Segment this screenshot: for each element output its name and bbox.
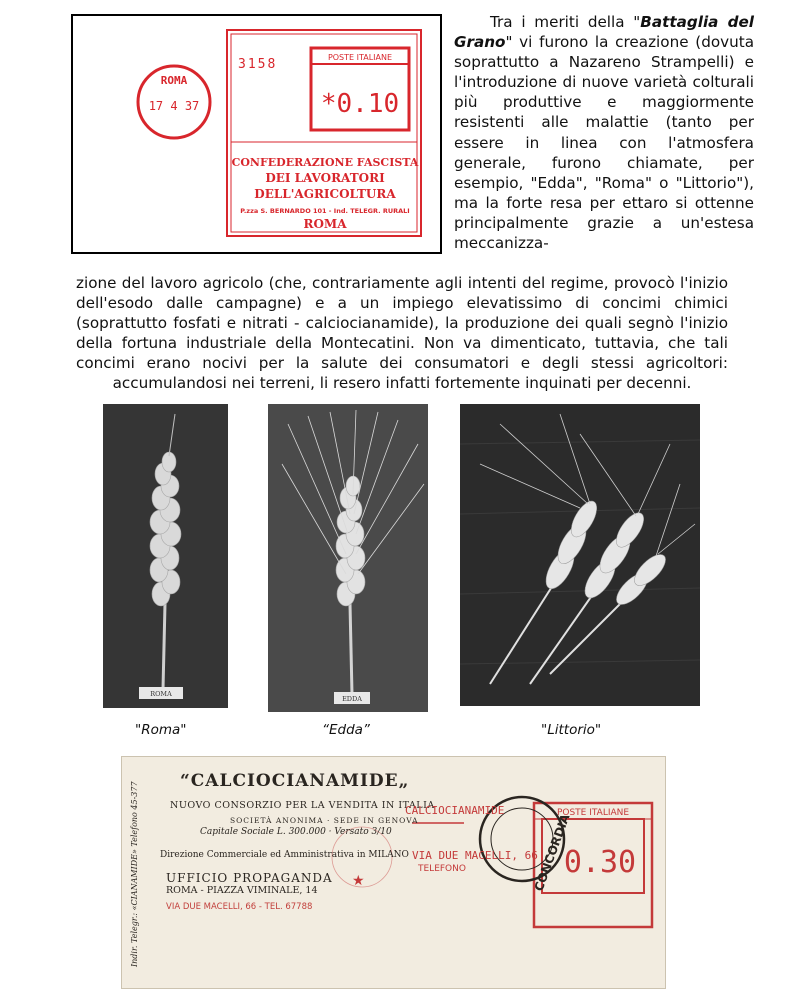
postmark-date: 17 4 37 bbox=[148, 99, 200, 113]
envelope-line-2: SOCIETÀ ANONIMA · SEDE IN GENOVA bbox=[230, 816, 419, 825]
envelope-meter-header: POSTE ITALIANE bbox=[556, 808, 630, 818]
caption-roma: "Roma" bbox=[135, 722, 187, 738]
envelope-postmark-city: CONCORDIA bbox=[531, 812, 573, 894]
envelope-line-1: NUOVO CONSORZIO PER LA VENDITA IN ITALIA bbox=[170, 800, 435, 811]
envelope-line-5: UFFICIO PROPAGANDA bbox=[166, 871, 333, 885]
envelope-line-6: ROMA - PIAZZA VIMINALE, 14 bbox=[166, 885, 318, 896]
caption-littorio: "Littorio" bbox=[541, 722, 602, 738]
body-paragraph: zione del lavoro agricolo (che, contrariamente agli intenti del regime, provocò l'inizio dell'esodo dalle campagne) e a un impiego elevatissimo di concimi chimici (soprattutto fosfati e nitrati - calciocianamide), la produzione dei quali segnò l'inizio della fortuna industriale della Montecatini. Non va dimenticato, tuttavia, che tali concimi erano nocivi per la salute dei consumatori e degli stessi agricoltori: accumulandosi nei terreni, li resero infatti fortemente inquinati per decenni. bbox=[76, 274, 728, 393]
postal-meter-stamp bbox=[73, 16, 440, 252]
org-line-2: DEI LAVORATORI bbox=[265, 171, 385, 185]
envelope-title: “CALCIOCIANAMIDE„ bbox=[180, 771, 410, 791]
envelope-meter-phone: TELEFONO bbox=[418, 864, 466, 874]
caption-edda: “Edda” bbox=[322, 722, 370, 738]
envelope-line-3: Capitale Sociale L. 300.000 · Versato 3/10 bbox=[200, 827, 392, 837]
svg-text:★: ★ bbox=[352, 873, 365, 889]
battaglia-del-grano-emphasis: Battaglia del Grano bbox=[454, 13, 754, 52]
postage-header: POSTE ITALIANE bbox=[327, 53, 393, 62]
org-line-5: ROMA bbox=[303, 217, 347, 231]
meter-number: 3158 bbox=[238, 57, 278, 72]
org-line-3: DELL'AGRICOLTURA bbox=[254, 187, 396, 201]
org-line-4: P.zza S. BERNARDO 101 - Ind. TELEGR. RURALI bbox=[240, 207, 410, 215]
roma-label: ROMA bbox=[150, 690, 172, 698]
envelope-line-4: Direzione Commerciale ed Amministrativa in MILANO bbox=[160, 850, 409, 860]
postage-value: *0.10 bbox=[320, 89, 400, 119]
org-line-1: CONFEDERAZIONE FASCISTA bbox=[231, 156, 419, 169]
intro-paragraph: Tra i meriti della "Battaglia del Grano" vi furono la creazione (dovuta soprattutto a Nazareno Strampelli) e l'introduzione di nuove varietà colturali più produttive e maggiormente resistenti alle malattie (tanto per essere in linea con l'atmosfera generale, furono chiamate, per esempio, "Edda", "Roma" o "Littorio"), ma la forte resa per ettaro si ottenne principalmente grazie a un'estesa meccanizza- bbox=[454, 13, 754, 253]
envelope-meter-company: CALCIOCIANAMIDE bbox=[405, 804, 505, 817]
wheat-photo-roma bbox=[103, 404, 228, 708]
calciocianamide-envelope bbox=[121, 756, 666, 989]
edda-label: EDDA bbox=[342, 695, 362, 703]
envelope-line-7: VIA DUE MACELLI, 66 - TEL. 67788 bbox=[166, 902, 313, 912]
wheat-photo-littorio bbox=[460, 404, 700, 706]
stamp-image bbox=[71, 14, 442, 254]
wheat-photo-edda bbox=[268, 404, 428, 712]
envelope-vertical-text: Indir. Telegr.: «CIANAMIDE» Telefono 45-377 bbox=[130, 781, 139, 967]
envelope-meter-value: 0.30 bbox=[563, 845, 637, 880]
postmark-city: ROMA bbox=[160, 74, 188, 87]
envelope-meter-address: VIA DUE MACELLI, 66 bbox=[412, 849, 538, 862]
